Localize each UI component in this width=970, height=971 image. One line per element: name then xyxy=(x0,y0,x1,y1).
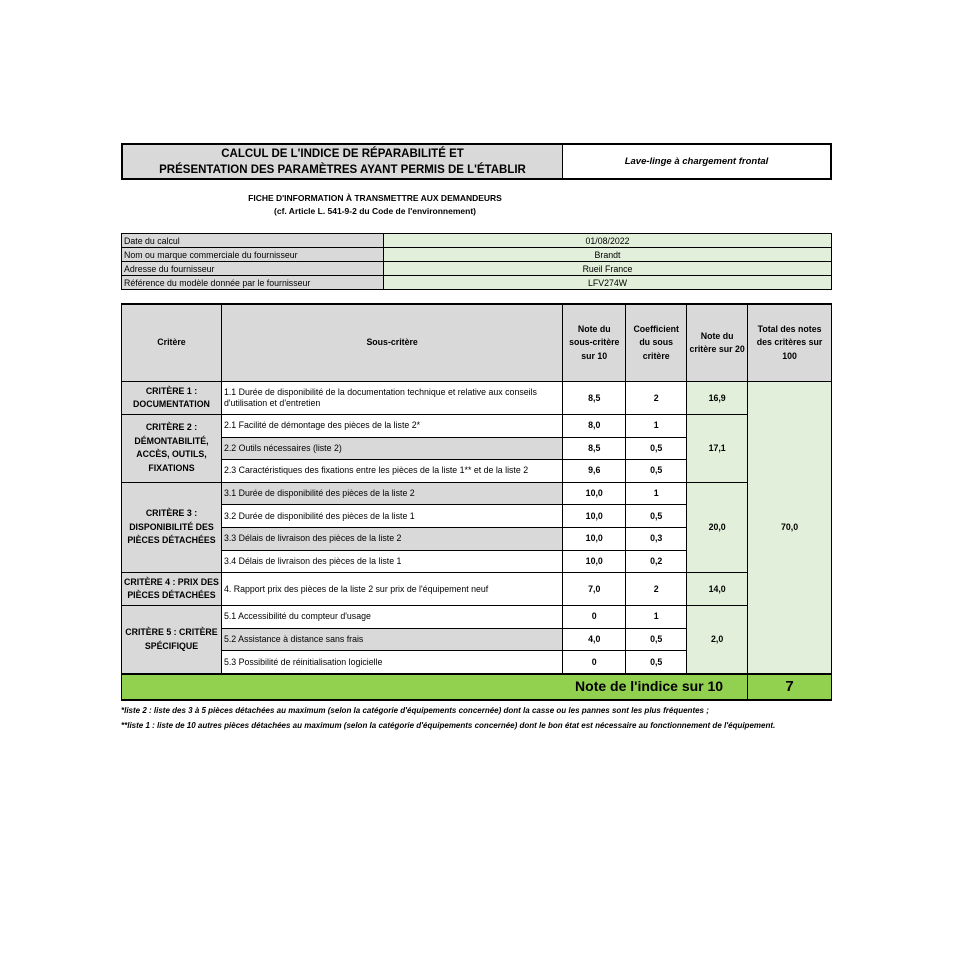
sub-coef: 1 xyxy=(626,482,687,505)
sub-critere: 2.2 Outils nécessaires (liste 2) xyxy=(221,437,562,460)
info-value: Rueil France xyxy=(384,262,832,276)
total-notes: 70,0 xyxy=(748,382,832,674)
sub-coef: 0,5 xyxy=(626,437,687,460)
table-row xyxy=(122,606,832,629)
sub-note: 8,5 xyxy=(563,382,626,415)
critere-2-label: CRITÈRE 2 : DÉMONTABILITÉ, ACCÈS, OUTILS, FIXATIONS xyxy=(122,415,222,483)
critere-3-label: CRITÈRE 3 : DISPONIBILITÉ DES PIÈCES DÉTACHÉES xyxy=(122,482,222,572)
sub-critere: 2.3 Caractéristiques des fixations entre les pièces de la liste 1** et de la liste 2 xyxy=(221,460,562,483)
footnote-liste-2: *liste 2 : liste des 3 à 5 pièces détachées au maximum (selon la catégorie d'équipements concernée) dont la casse ou les pannes sont les plus fréquentes ; xyxy=(121,706,709,715)
table-row xyxy=(122,573,832,606)
subtitle-line-1: FICHE D'INFORMATION À TRANSMETTRE AUX DEMANDEURS xyxy=(248,193,502,203)
sub-critere: 3.4 Délais de livraison des pièces de la liste 1 xyxy=(221,550,562,573)
header-critere: Critère xyxy=(122,304,222,382)
final-row xyxy=(122,674,832,700)
table-row xyxy=(122,382,832,415)
table-row xyxy=(122,415,832,438)
sub-note: 8,5 xyxy=(563,437,626,460)
sub-note: 9,6 xyxy=(563,460,626,483)
sub-critere: 5.2 Assistance à distance sans frais xyxy=(221,628,562,651)
title-line-1: CALCUL DE L'INDICE DE RÉPARABILITÉ ET xyxy=(221,147,464,160)
info-table xyxy=(121,233,832,290)
sub-coef: 0,5 xyxy=(626,651,687,674)
header-note-sous-critere: Note du sous-critère sur 10 xyxy=(563,304,626,382)
critere-1-note: 16,9 xyxy=(687,382,748,415)
sub-note: 10,0 xyxy=(563,527,626,550)
sub-critere: 2.1 Facilité de démontage des pièces de la liste 2* xyxy=(221,415,562,438)
info-value: Brandt xyxy=(384,248,832,262)
sub-coef: 0,5 xyxy=(626,505,687,528)
sub-coef: 1 xyxy=(626,606,687,629)
final-label: Note de l'indice sur 10 xyxy=(122,674,748,700)
criteria-table xyxy=(121,303,832,701)
critere-5-note: 2,0 xyxy=(687,606,748,674)
subtitle-line-2: (cf. Article L. 541-9-2 du Code de l'environnement) xyxy=(274,206,476,216)
critere-5-label: CRITÈRE 5 : CRITÈRE SPÉCIFIQUE xyxy=(122,606,222,674)
header-total: Total des notes des critères sur 100 xyxy=(748,304,832,382)
info-row xyxy=(122,234,832,248)
header-coefficient: Coefficient du sous critère xyxy=(626,304,687,382)
sub-coef: 0,5 xyxy=(626,460,687,483)
sub-note: 0 xyxy=(563,606,626,629)
sub-critere: 1.1 Durée de disponibilité de la documentation technique et relative aux conseils d'utilisation et d'entretien xyxy=(221,382,562,415)
sub-note: 10,0 xyxy=(563,505,626,528)
critere-4-label: CRITÈRE 4 : PRIX DES PIÈCES DÉTACHÉES xyxy=(122,573,222,606)
sub-critere: 3.1 Durée de disponibilité des pièces de la liste 2 xyxy=(221,482,562,505)
document-title xyxy=(121,143,564,180)
product-type: Lave-linge à chargement frontal xyxy=(562,143,832,180)
sub-coef: 0,5 xyxy=(626,628,687,651)
sub-critere: 4. Rapport prix des pièces de la liste 2 sur prix de l'équipement neuf xyxy=(221,573,562,606)
sub-critere: 3.2 Durée de disponibilité des pièces de la liste 1 xyxy=(221,505,562,528)
info-label: Référence du modèle donnée par le fournisseur xyxy=(122,276,384,290)
sub-coef: 1 xyxy=(626,415,687,438)
info-row xyxy=(122,276,832,290)
sub-note: 4,0 xyxy=(563,628,626,651)
info-label: Adresse du fournisseur xyxy=(122,262,384,276)
sub-critere: 3.3 Délais de livraison des pièces de la liste 2 xyxy=(221,527,562,550)
sub-note: 7,0 xyxy=(563,573,626,606)
footnotes xyxy=(121,704,821,733)
sub-note: 10,0 xyxy=(563,482,626,505)
critere-3-note: 20,0 xyxy=(687,482,748,572)
title-line-2: PRÉSENTATION DES PARAMÈTRES AYANT PERMIS DE L'ÉTABLIR xyxy=(159,163,526,176)
sub-coef: 0,2 xyxy=(626,550,687,573)
sub-coef: 2 xyxy=(626,573,687,606)
critere-1-label: CRITÈRE 1 : DOCUMENTATION xyxy=(122,382,222,415)
table-header-row xyxy=(122,304,832,382)
info-value: 01/08/2022 xyxy=(384,234,832,248)
info-value: LFV274W xyxy=(384,276,832,290)
sub-note: 8,0 xyxy=(563,415,626,438)
sub-critere: 5.3 Possibilité de réinitialisation logicielle xyxy=(221,651,562,674)
final-value: 7 xyxy=(748,674,832,700)
critere-2-note: 17,1 xyxy=(687,415,748,483)
header-note-critere: Note du critère sur 20 xyxy=(687,304,748,382)
sub-note: 0 xyxy=(563,651,626,674)
sub-coef: 0,3 xyxy=(626,527,687,550)
info-row xyxy=(122,262,832,276)
sub-note: 10,0 xyxy=(563,550,626,573)
table-row xyxy=(122,482,832,505)
sub-critere: 5.1 Accessibilité du compteur d'usage xyxy=(221,606,562,629)
critere-4-note: 14,0 xyxy=(687,573,748,606)
info-row xyxy=(122,248,832,262)
info-label: Nom ou marque commerciale du fournisseur xyxy=(122,248,384,262)
subtitle xyxy=(180,192,570,218)
info-label: Date du calcul xyxy=(122,234,384,248)
header-sous-critere: Sous-critère xyxy=(221,304,562,382)
footnote-liste-1: **liste 1 : liste de 10 autres pièces détachées au maximum (selon la catégorie d'équipements concernée) dont le bon état est nécessaire au fonctionnement de l'équipement. xyxy=(121,720,776,730)
sub-coef: 2 xyxy=(626,382,687,415)
